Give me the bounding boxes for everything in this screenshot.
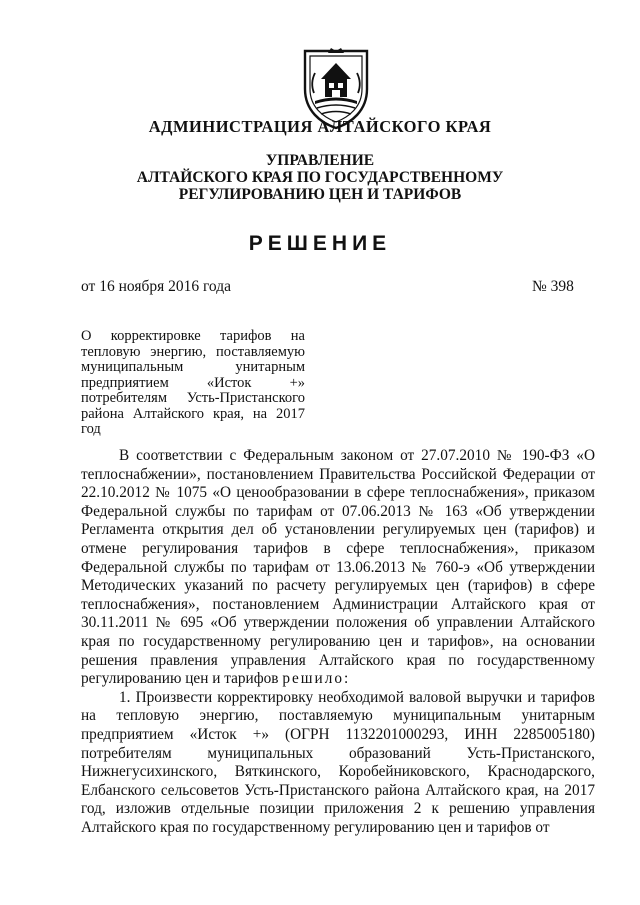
department-title	[0, 152, 640, 203]
document-type-title: РЕШЕНИЕ	[248, 232, 392, 255]
department-line: УПРАВЛЕНИЕ	[265, 152, 375, 169]
preamble-text: В соответствии с Федеральным законом от 27.07.2010 № 190-ФЗ «О теплоснабжении», постановлением Правительства Российской Федерации от 22.10.2012 № 1075 «О ценообразовании в сфере теплоснабжения», приказом Федеральной службы по тарифам от 07.06.2013 № 163 «Об утверждении Регламента открытия дел об установлении регулируемых цен (тарифов) и отмене регулирования тарифов в сфере теплоснабжения», приказом Федеральной службы по тарифам от 13.06.2013 № 760-э «Об утверждении Методических указаний по расчету регулируемых цен (тарифов) в сфере теплоснабжения», постановлением Администрации Алтайского края от 30.11.2011 № 695 «Об утверждении положения об управлении Алтайского края по государственному регулированию цен и тарифов», на основании решения правления управления Алтайского края по государственному регулированию цен и тарифов	[81, 447, 595, 688]
department-line: АЛТАЙСКОГО КРАЯ ПО ГОСУДАРСТВЕННОМУ	[136, 169, 504, 186]
decided-word: решило:	[282, 670, 351, 688]
document-subject: О корректировке тарифов на тепловую энергию, поставляемую муниципальным унитарным предприятием «Исток +» потребителям Усть-Пристанского района Алтайского края, на 2017 год	[81, 328, 305, 437]
administration-title: АДМИНИСТРАЦИЯ АЛТАЙСКОГО КРАЯ	[148, 117, 492, 136]
preamble-paragraph	[81, 447, 595, 689]
department-line: РЕГУЛИРОВАНИЮ ЦЕН И ТАРИФОВ	[178, 186, 462, 203]
document-number: № 398	[532, 278, 574, 295]
document-body	[81, 447, 595, 837]
item-1-paragraph: 1. Произвести корректировку необходимой валовой выручки и тарифов на тепловую энергию, поставляемую муниципальным унитарным предприятием «Исток +» (ОГРН 1132201000293, ИНН 2285005180) потребителям муниципальных образований Усть-Пристанского, Нижнегусихинского, Вяткинского, Коробейниковского, Краснодарского, Елбанского сельсоветов Усть-Пристанского района Алтайского края, на 2017 год, изложив отдельные позиции приложения 2 к решению управления Алтайского края по государственному регулированию цен и тарифов от	[81, 688, 595, 836]
document-date: от 16 ноября 2016 года	[81, 278, 232, 295]
